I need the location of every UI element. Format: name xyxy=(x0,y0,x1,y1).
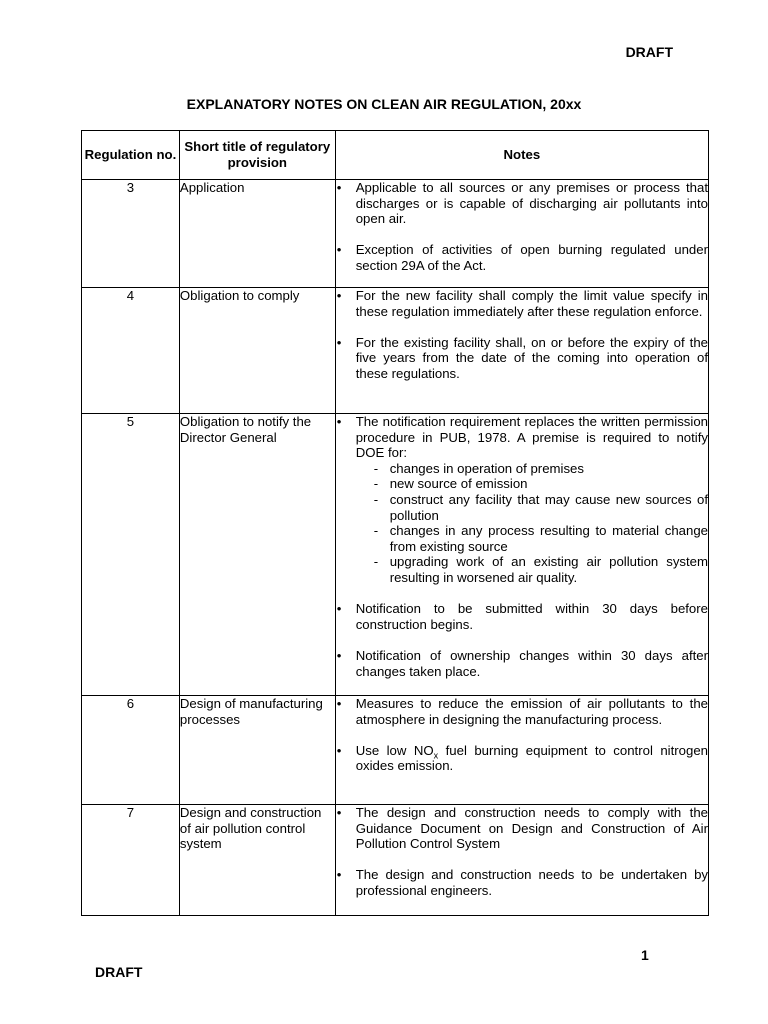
note-item: • Applicable to all sources or any premises or process that discharges or is capable of discharging air pollutants into open air. xyxy=(336,180,708,227)
regulation-title: Application xyxy=(179,180,335,288)
regulation-notes xyxy=(335,288,708,414)
table-row xyxy=(82,696,709,805)
sub-item: - new source of emission xyxy=(373,476,528,492)
regulations-table xyxy=(81,130,709,916)
regulation-title: Obligation to comply xyxy=(179,288,335,414)
note-item: • Measures to reduce the emission of air pollutants to the atmosphere in designing the manufacturing process. xyxy=(336,696,708,727)
regulation-title: Design and construction of air pollution control system xyxy=(179,805,335,916)
bullet-icon: • xyxy=(336,414,342,429)
bullet-icon: • xyxy=(336,334,342,350)
table-row xyxy=(82,805,709,916)
regulation-number: 6 xyxy=(82,696,180,805)
note-item: • For the new facility shall comply the limit value specify in these regulation immediately after these regulation enforce. xyxy=(336,288,708,319)
bullet-icon: • xyxy=(336,180,342,195)
table-header-row xyxy=(82,131,709,180)
notification-sub-list xyxy=(356,461,708,586)
bullet-icon: • xyxy=(336,742,342,758)
sub-item: - changes in operation of premises xyxy=(373,460,584,476)
dash-icon: - xyxy=(373,491,379,507)
dash-icon: - xyxy=(373,554,379,570)
regulation-number: 5 xyxy=(82,414,180,696)
sub-item: - upgrading work of an existing air pollution system resulting in worsened air quality. xyxy=(373,554,708,585)
table-row xyxy=(82,414,709,696)
document-title: EXPLANATORY NOTES ON CLEAN AIR REGULATION, 20xx xyxy=(186,96,582,112)
header-short-title: Short title of regulatory provision xyxy=(179,131,335,180)
page-number: 1 xyxy=(641,947,649,963)
dash-icon: - xyxy=(373,523,379,539)
note-item: • The design and construction needs to comply with the Guidance Document on Design and Construction of Air Pollution Control System xyxy=(336,805,708,852)
bullet-icon: • xyxy=(336,288,342,303)
bullet-icon: • xyxy=(336,242,342,258)
header-notes: Notes xyxy=(335,131,708,180)
bullet-icon: • xyxy=(336,805,342,820)
dash-icon: - xyxy=(373,460,379,476)
regulation-number: 4 xyxy=(82,288,180,414)
note-item: • Exception of activities of open burning regulated under section 29A of the Act. xyxy=(336,242,708,273)
table-row xyxy=(82,180,709,288)
note-item: • Notification to be submitted within 30 days before construction begins. xyxy=(336,601,708,632)
dash-icon: - xyxy=(373,476,379,492)
regulation-title: Design of manufacturing processes xyxy=(179,696,335,805)
regulation-notes xyxy=(335,414,708,696)
regulation-number: 3 xyxy=(82,180,180,288)
regulation-notes xyxy=(335,696,708,805)
sub-item: - changes in any process resulting to material change from existing source xyxy=(373,523,708,554)
draft-label-bottom: DRAFT xyxy=(95,964,143,980)
regulation-title: Obligation to notify the Director General xyxy=(179,414,335,696)
note-item: • Notification of ownership changes within 30 days after changes taken place. xyxy=(336,647,708,679)
table-row xyxy=(82,288,709,414)
sub-item: - construct any facility that may cause new sources of pollution xyxy=(373,491,708,523)
bullet-icon: • xyxy=(336,696,342,711)
note-item: • The design and construction needs to be undertaken by professional engineers. xyxy=(336,867,708,898)
header-regulation-no: Regulation no. xyxy=(82,131,180,180)
draft-label-top: DRAFT xyxy=(625,44,673,60)
bullet-icon: • xyxy=(336,601,342,617)
bullet-icon: • xyxy=(336,647,342,663)
regulation-notes xyxy=(335,180,708,288)
regulation-number: 7 xyxy=(82,805,180,916)
note-item: • For the existing facility shall, on or before the expiry of the five years from the date of the coming into operation of these regulations. xyxy=(336,334,708,381)
note-item-nox: • Use low $NO_x$ fuel burning equipment to control nitrogen oxides emission. xyxy=(336,742,708,774)
note-item: • The notification requirement replaces the written permission procedure in PUB, 1978. A premise is required to notify DOE for: - changes in operation of premises - new source of emission - construct any facility that may cause new sources of pollution - changes in any process resulting to material change from existing source - upgrading work of an existing air pollution system resulting in worsened air quality. xyxy=(336,414,708,585)
regulation-notes xyxy=(335,805,708,916)
bullet-icon: • xyxy=(336,867,342,883)
